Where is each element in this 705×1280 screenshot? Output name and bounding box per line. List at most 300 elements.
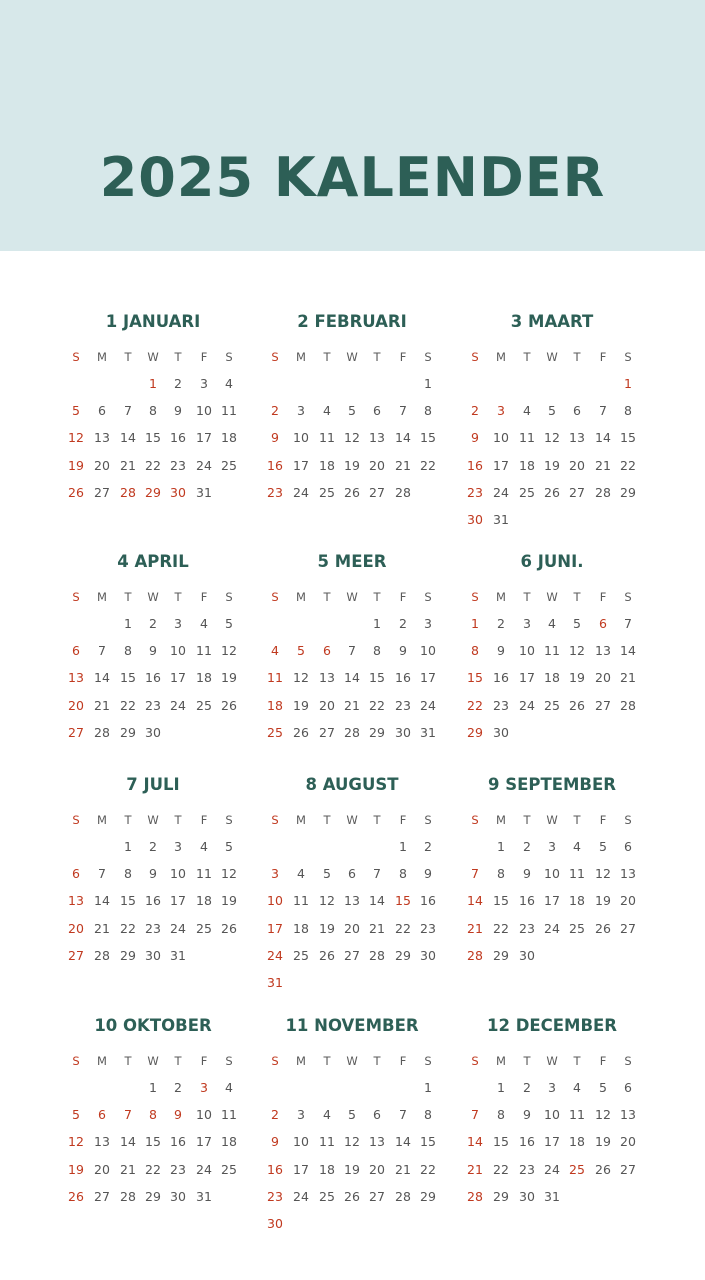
day-cell: 8: [373, 643, 381, 659]
day-cell: 30: [395, 724, 411, 740]
day-cell: 11: [196, 866, 212, 882]
weekday-header: S: [624, 813, 632, 827]
day-cell: 21: [120, 1161, 136, 1177]
day-cell: 17: [420, 670, 436, 686]
day-cell: 27: [369, 484, 385, 500]
day-cell: 1: [624, 376, 632, 391]
day-cell: 6: [98, 403, 106, 419]
month-title: 12 DECEMBER: [486, 1016, 618, 1035]
weekday-header: M: [97, 590, 107, 604]
day-cell: 5: [323, 866, 331, 882]
day-cell: 22: [493, 1161, 509, 1177]
weekday-header: S: [225, 350, 233, 364]
day-cell: 29: [420, 1188, 436, 1204]
day-cell: 13: [620, 866, 636, 882]
day-cell: 29: [369, 724, 385, 740]
day-cell: 29: [120, 947, 136, 963]
day-cell: 27: [94, 484, 110, 500]
day-cell: 31: [420, 724, 436, 740]
day-cell: 26: [569, 697, 585, 713]
weekday-header: T: [174, 1054, 182, 1068]
weekday-header: T: [523, 813, 531, 827]
weekday-header: S: [471, 590, 479, 604]
day-cell: 10: [293, 1134, 309, 1150]
day-cell: 14: [120, 430, 136, 446]
day-cell: 6: [98, 1107, 106, 1123]
day-cell: 23: [467, 484, 483, 500]
day-cell: 29: [493, 947, 509, 963]
day-cell: 21: [344, 697, 360, 713]
day-cell: 9: [174, 1107, 182, 1123]
day-cell: 23: [170, 457, 186, 473]
weekday-header: F: [200, 590, 208, 604]
day-cell: 29: [120, 724, 136, 740]
day-cell: 5: [599, 839, 607, 854]
weekday-header: T: [124, 1054, 132, 1068]
day-cell: 15: [120, 893, 136, 909]
day-cell: 17: [170, 670, 186, 686]
weekday-header: M: [496, 813, 506, 827]
day-cell: 10: [170, 643, 186, 659]
weekday-header: T: [523, 590, 531, 604]
month-title: 3 MAART: [510, 312, 594, 331]
month-title: 5 MEER: [317, 552, 387, 571]
day-cell: 10: [196, 1107, 212, 1123]
day-cell: 23: [170, 1161, 186, 1177]
day-cell: 3: [297, 403, 305, 419]
day-cell: 8: [124, 866, 132, 882]
day-cell: 26: [68, 484, 84, 500]
day-cell: 12: [68, 1134, 84, 1150]
day-cell: 7: [471, 866, 479, 882]
weekday-header: M: [97, 350, 107, 364]
day-cell: 31: [196, 484, 212, 500]
day-cell: 10: [544, 1107, 560, 1123]
day-cell: 15: [420, 1134, 436, 1150]
day-cell: 11: [519, 430, 535, 446]
weekday-header: S: [424, 350, 432, 364]
day-cell: 21: [94, 697, 110, 713]
weekday-header: W: [346, 350, 358, 364]
weekday-header: T: [174, 813, 182, 827]
day-cell: 9: [399, 643, 407, 659]
day-cell: 31: [170, 947, 186, 963]
day-cell: 14: [395, 430, 411, 446]
weekday-header: F: [599, 350, 607, 364]
day-cell: 11: [569, 1107, 585, 1123]
day-cell: 24: [196, 457, 212, 473]
day-cell: 21: [395, 457, 411, 473]
day-cell: 25: [519, 484, 535, 500]
weekday-header: M: [296, 590, 306, 604]
weekday-header: M: [296, 350, 306, 364]
day-cell: 10: [293, 430, 309, 446]
weekday-header: F: [200, 1054, 208, 1068]
day-cell: 4: [573, 839, 581, 854]
day-cell: 9: [174, 403, 182, 419]
day-cell: 16: [519, 1134, 535, 1150]
day-cell: 12: [569, 643, 585, 659]
day-cell: 18: [569, 1134, 585, 1150]
day-cell: 27: [68, 724, 84, 740]
weekday-header: W: [147, 590, 159, 604]
day-cell: 13: [94, 1134, 110, 1150]
day-cell: 17: [493, 457, 509, 473]
day-cell: 2: [271, 403, 279, 419]
day-cell: 8: [399, 866, 407, 882]
day-cell: 10: [170, 866, 186, 882]
day-cell: 17: [267, 920, 283, 936]
day-cell: 12: [293, 670, 309, 686]
day-cell: 3: [174, 616, 182, 631]
day-cell: 30: [493, 724, 509, 740]
day-cell: 16: [170, 430, 186, 446]
day-cell: 19: [544, 457, 560, 473]
day-cell: 21: [120, 457, 136, 473]
day-cell: 8: [124, 643, 132, 659]
day-cell: 12: [344, 1134, 360, 1150]
day-cell: 7: [98, 866, 106, 882]
day-cell: 16: [267, 1161, 283, 1177]
weekday-header: T: [573, 1054, 581, 1068]
day-cell: 19: [319, 920, 335, 936]
day-cell: 6: [72, 643, 80, 659]
weekday-header: S: [624, 590, 632, 604]
day-cell: 21: [395, 1161, 411, 1177]
weekday-header: F: [599, 813, 607, 827]
day-cell: 6: [599, 616, 607, 631]
day-cell: 19: [293, 697, 309, 713]
day-cell: 20: [620, 893, 636, 909]
day-cell: 16: [395, 670, 411, 686]
day-cell: 23: [267, 1188, 283, 1204]
day-cell: 12: [221, 866, 237, 882]
day-cell: 12: [68, 430, 84, 446]
day-cell: 2: [523, 1080, 531, 1095]
month-title: 8 AUGUST: [305, 775, 399, 794]
day-cell: 24: [519, 697, 535, 713]
weekday-header: F: [399, 1054, 407, 1068]
day-cell: 23: [493, 697, 509, 713]
day-cell: 16: [519, 893, 535, 909]
day-cell: 14: [120, 1134, 136, 1150]
day-cell: 3: [271, 866, 279, 882]
day-cell: 7: [599, 403, 607, 419]
day-cell: 11: [196, 643, 212, 659]
day-cell: 2: [399, 616, 407, 631]
day-cell: 14: [344, 670, 360, 686]
day-cell: 7: [124, 1107, 132, 1123]
day-cell: 11: [293, 893, 309, 909]
day-cell: 23: [145, 920, 161, 936]
day-cell: 21: [620, 670, 636, 686]
day-cell: 17: [544, 1134, 560, 1150]
day-cell: 18: [569, 893, 585, 909]
day-cell: 25: [221, 457, 237, 473]
weekday-header: S: [271, 590, 279, 604]
day-cell: 4: [573, 1080, 581, 1095]
day-cell: 20: [68, 920, 84, 936]
day-cell: 3: [297, 1107, 305, 1123]
day-cell: 20: [319, 697, 335, 713]
day-cell: 18: [319, 457, 335, 473]
weekday-header: S: [225, 590, 233, 604]
day-cell: 3: [174, 839, 182, 854]
day-cell: 15: [395, 893, 411, 909]
day-cell: 2: [174, 1080, 182, 1095]
day-cell: 31: [493, 512, 509, 527]
day-cell: 17: [196, 1134, 212, 1150]
day-cell: 11: [267, 670, 283, 686]
day-cell: 27: [68, 947, 84, 963]
day-cell: 28: [94, 724, 110, 740]
day-cell: 20: [94, 457, 110, 473]
day-cell: 18: [221, 1134, 237, 1150]
day-cell: 17: [293, 457, 309, 473]
day-cell: 24: [420, 697, 436, 713]
day-cell: 7: [98, 643, 106, 659]
day-cell: 26: [293, 724, 309, 740]
day-cell: 6: [624, 1080, 632, 1095]
day-cell: 18: [221, 430, 237, 446]
weekday-header: T: [373, 350, 381, 364]
weekday-header: S: [271, 813, 279, 827]
month-title: 2 FEBRUARI: [297, 312, 407, 331]
day-cell: 28: [369, 947, 385, 963]
weekday-header: M: [496, 590, 506, 604]
day-cell: 29: [467, 724, 483, 740]
day-cell: 25: [267, 724, 283, 740]
day-cell: 11: [544, 643, 560, 659]
weekday-header: F: [399, 350, 407, 364]
weekday-header: S: [271, 350, 279, 364]
day-cell: 14: [595, 430, 611, 446]
weekday-header: M: [496, 1054, 506, 1068]
weekday-header: M: [296, 1054, 306, 1068]
day-cell: 13: [569, 430, 585, 446]
day-cell: 31: [267, 975, 283, 990]
day-cell: 29: [395, 947, 411, 963]
weekday-header: T: [323, 590, 331, 604]
day-cell: 26: [221, 697, 237, 713]
weekday-header: W: [546, 1054, 558, 1068]
day-cell: 30: [519, 1188, 535, 1204]
day-cell: 11: [319, 1134, 335, 1150]
weekday-header: T: [573, 813, 581, 827]
day-cell: 30: [467, 512, 483, 527]
day-cell: 7: [471, 1107, 479, 1123]
day-cell: 16: [145, 670, 161, 686]
day-cell: 1: [373, 616, 381, 631]
day-cell: 15: [493, 893, 509, 909]
weekday-header: S: [471, 1054, 479, 1068]
day-cell: 15: [145, 430, 161, 446]
day-cell: 27: [94, 1188, 110, 1204]
day-cell: 23: [420, 920, 436, 936]
day-cell: 26: [68, 1188, 84, 1204]
day-cell: 9: [424, 866, 432, 882]
weekday-header: W: [546, 813, 558, 827]
day-cell: 2: [149, 616, 157, 631]
day-cell: 20: [620, 1134, 636, 1150]
day-cell: 29: [145, 484, 161, 500]
weekday-header: T: [323, 1054, 331, 1068]
day-cell: 27: [319, 724, 335, 740]
weekday-header: T: [124, 590, 132, 604]
day-cell: 12: [595, 866, 611, 882]
month-title: 4 APRIL: [117, 552, 189, 571]
month-title: 1 JANUARI: [105, 312, 201, 331]
day-cell: 22: [620, 457, 636, 473]
day-cell: 18: [267, 697, 283, 713]
day-cell: 28: [94, 947, 110, 963]
day-cell: 23: [519, 1161, 535, 1177]
day-cell: 19: [221, 893, 237, 909]
day-cell: 4: [297, 866, 305, 882]
day-cell: 7: [348, 643, 356, 659]
day-cell: 11: [569, 866, 585, 882]
page-title: 2025 KALENDER: [99, 146, 606, 209]
day-cell: 2: [471, 403, 479, 419]
day-cell: 4: [523, 403, 531, 419]
day-cell: 1: [424, 1080, 432, 1095]
day-cell: 29: [493, 1188, 509, 1204]
weekday-header: S: [624, 1054, 632, 1068]
day-cell: 4: [225, 1080, 233, 1095]
day-cell: 27: [620, 920, 636, 936]
weekday-header: F: [200, 350, 208, 364]
weekday-header: S: [72, 1054, 80, 1068]
header-banner: [0, 0, 705, 251]
day-cell: 30: [420, 947, 436, 963]
day-cell: 15: [420, 430, 436, 446]
day-cell: 6: [373, 1107, 381, 1123]
day-cell: 9: [523, 1107, 531, 1123]
day-cell: 26: [344, 484, 360, 500]
day-cell: 4: [200, 616, 208, 631]
day-cell: 30: [519, 947, 535, 963]
day-cell: 14: [94, 893, 110, 909]
day-cell: 26: [595, 1161, 611, 1177]
day-cell: 11: [221, 403, 237, 419]
day-cell: 18: [196, 893, 212, 909]
weekday-header: S: [225, 1054, 233, 1068]
weekday-header: W: [147, 1054, 159, 1068]
day-cell: 25: [221, 1161, 237, 1177]
day-cell: 28: [120, 1188, 136, 1204]
weekday-header: W: [546, 350, 558, 364]
day-cell: 27: [569, 484, 585, 500]
day-cell: 24: [196, 1161, 212, 1177]
day-cell: 22: [145, 1161, 161, 1177]
day-cell: 9: [523, 866, 531, 882]
day-cell: 24: [267, 947, 283, 963]
day-cell: 25: [544, 697, 560, 713]
day-cell: 5: [72, 1107, 80, 1123]
day-cell: 28: [595, 484, 611, 500]
weekday-header: T: [523, 350, 531, 364]
weekday-header: F: [399, 590, 407, 604]
day-cell: 15: [369, 670, 385, 686]
day-cell: 11: [221, 1107, 237, 1123]
day-cell: 19: [68, 1161, 84, 1177]
day-cell: 27: [344, 947, 360, 963]
day-cell: 17: [544, 893, 560, 909]
day-cell: 13: [620, 1107, 636, 1123]
day-cell: 17: [170, 893, 186, 909]
day-cell: 23: [145, 697, 161, 713]
day-cell: 8: [424, 403, 432, 419]
day-cell: 23: [519, 920, 535, 936]
day-cell: 1: [399, 839, 407, 854]
day-cell: 28: [395, 1188, 411, 1204]
day-cell: 9: [471, 430, 479, 446]
day-cell: 3: [497, 403, 505, 419]
day-cell: 7: [399, 1107, 407, 1123]
weekday-header: W: [346, 590, 358, 604]
day-cell: 6: [573, 403, 581, 419]
weekday-header: S: [72, 590, 80, 604]
day-cell: 10: [420, 643, 436, 659]
day-cell: 22: [420, 457, 436, 473]
day-cell: 8: [149, 1107, 157, 1123]
day-cell: 4: [225, 376, 233, 391]
day-cell: 10: [267, 893, 283, 909]
day-cell: 4: [548, 616, 556, 631]
day-cell: 13: [595, 643, 611, 659]
day-cell: 24: [493, 484, 509, 500]
day-cell: 7: [624, 616, 632, 631]
day-cell: 18: [293, 920, 309, 936]
weekday-header: T: [323, 813, 331, 827]
day-cell: 25: [569, 920, 585, 936]
weekday-header: F: [399, 813, 407, 827]
day-cell: 7: [124, 403, 132, 419]
weekday-header: T: [573, 350, 581, 364]
day-cell: 1: [497, 839, 505, 854]
day-cell: 26: [344, 1188, 360, 1204]
day-cell: 3: [548, 1080, 556, 1095]
day-cell: 4: [323, 403, 331, 419]
day-cell: 15: [120, 670, 136, 686]
day-cell: 4: [200, 839, 208, 854]
day-cell: 19: [68, 457, 84, 473]
day-cell: 9: [271, 1134, 279, 1150]
day-cell: 12: [319, 893, 335, 909]
day-cell: 12: [595, 1107, 611, 1123]
day-cell: 30: [267, 1216, 283, 1231]
day-cell: 20: [94, 1161, 110, 1177]
day-cell: 29: [145, 1188, 161, 1204]
day-cell: 2: [424, 839, 432, 854]
day-cell: 12: [344, 430, 360, 446]
weekday-header: W: [147, 813, 159, 827]
day-cell: 1: [149, 376, 157, 391]
day-cell: 14: [467, 1134, 483, 1150]
day-cell: 15: [493, 1134, 509, 1150]
day-cell: 20: [595, 670, 611, 686]
day-cell: 31: [544, 1188, 560, 1204]
day-cell: 26: [544, 484, 560, 500]
day-cell: 8: [424, 1107, 432, 1123]
day-cell: 21: [467, 1161, 483, 1177]
month-title: 10 OKTOBER: [94, 1016, 212, 1035]
day-cell: 5: [599, 1080, 607, 1095]
weekday-header: W: [346, 1054, 358, 1068]
day-cell: 25: [569, 1161, 585, 1177]
day-cell: 8: [624, 403, 632, 419]
day-cell: 21: [369, 920, 385, 936]
